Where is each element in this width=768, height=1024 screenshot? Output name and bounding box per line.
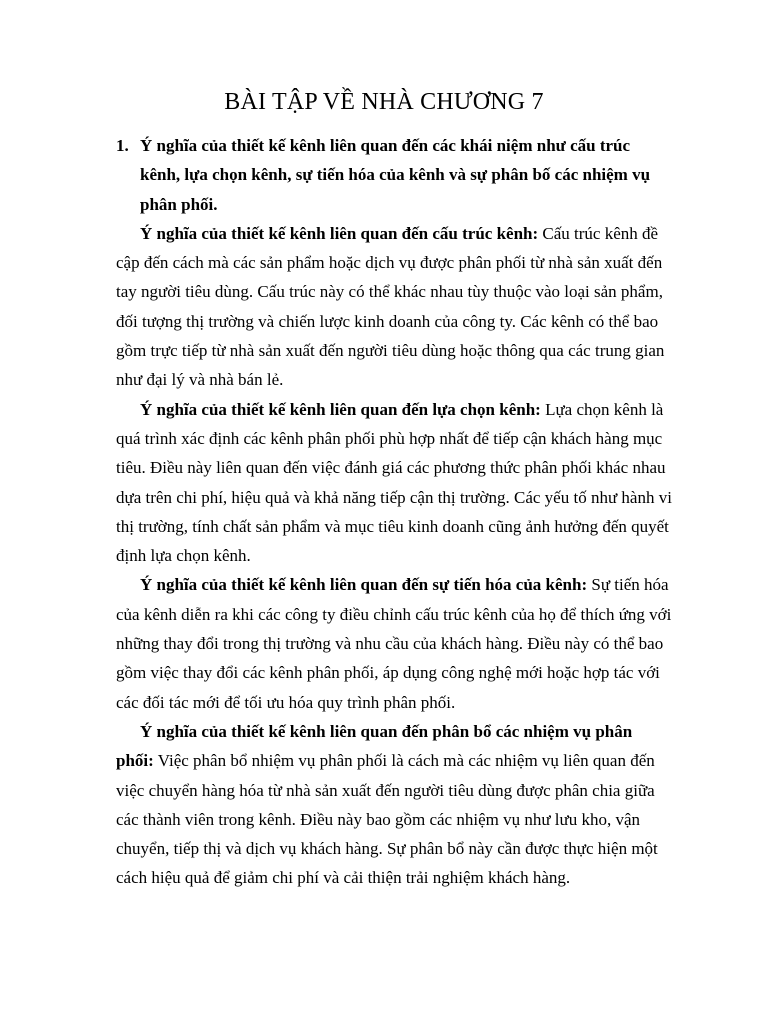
paragraph-channel-structure (116, 219, 672, 395)
question-item (116, 131, 672, 219)
paragraph-heading: Ý nghĩa của thiết kế kênh liên quan đến sự tiến hóa của kênh: (140, 575, 588, 595)
paragraph-heading: Ý nghĩa của thiết kế kênh liên quan đến cấu trúc kênh: (140, 223, 539, 243)
paragraph-channel-selection (116, 395, 672, 571)
question-number: 1. (116, 136, 129, 155)
document-body (116, 131, 672, 893)
paragraph-task-allocation (116, 717, 672, 893)
page-title: BÀI TẬP VỀ NHÀ CHƯƠNG 7 (224, 89, 544, 115)
paragraph-heading: Ý nghĩa của thiết kế kênh liên quan đến lựa chọn kênh: (140, 399, 541, 419)
paragraph-channel-evolution (116, 570, 672, 716)
paragraph-body: Việc phân bổ nhiệm vụ phân phối là cách mà các nhiệm vụ liên quan đến việc chuyển hàng hóa từ nhà sản xuất đến người tiêu dùng được phân chia giữa các thành viên trong kênh. Điều này bao gồm các nhiệm vụ như lưu kho, vận chuyển, tiếp thị và dịch vụ khách hàng. Sự phân bổ này cần được thực hiện một cách hiệu quả để giảm chi phí và cải thiện trải nghiệm khách hàng. (116, 751, 658, 888)
paragraph-heading: Ý nghĩa của thiết kế kênh liên quan đến phân bổ các nhiệm vụ phân phối: (116, 721, 633, 771)
paragraph-body: Cấu trúc kênh đề cập đến cách mà các sản phẩm hoặc dịch vụ được phân phối từ nhà sản xuất đến tay người tiêu dùng. Cấu trúc này có thể khác nhau tùy thuộc vào loại sản phẩm, đối tượng thị trường và chiến lược kinh doanh của công ty. Các kênh có thể bao gồm trực tiếp từ nhà sản xuất đến người tiêu dùng hoặc thông qua các trung gian như đại lý và nhà bán lẻ. (116, 223, 665, 390)
question-text: Ý nghĩa của thiết kế kênh liên quan đến các khái niệm như cấu trúc kênh, lựa chọn kênh, sự tiến hóa của kênh và sự phân bố các nhiệm vụ phân phối. (140, 136, 651, 214)
paragraph-body: Sự tiến hóa của kênh diễn ra khi các công ty điều chỉnh cấu trúc kênh của họ để thích ứng với những thay đổi trong thị trường và nhu cầu của khách hàng. Điều này có thể bao gồm việc thay đổi các kênh phân phối, áp dụng công nghệ mới hoặc hợp tác với các đối tác mới để tối ưu hóa quy trình phân phối. (116, 575, 672, 712)
paragraph-body: Lựa chọn kênh là quá trình xác định các kênh phân phối phù hợp nhất để tiếp cận khách hàng mục tiêu. Điều này liên quan đến việc đánh giá các phương thức phân phối khác nhau dựa trên chi phí, hiệu quả và khả năng tiếp cận thị trường. Các yếu tố như hành vi thị trường, tính chất sản phẩm và mục tiêu kinh doanh cũng ảnh hưởng đến quyết định lựa chọn kênh. (116, 399, 672, 566)
